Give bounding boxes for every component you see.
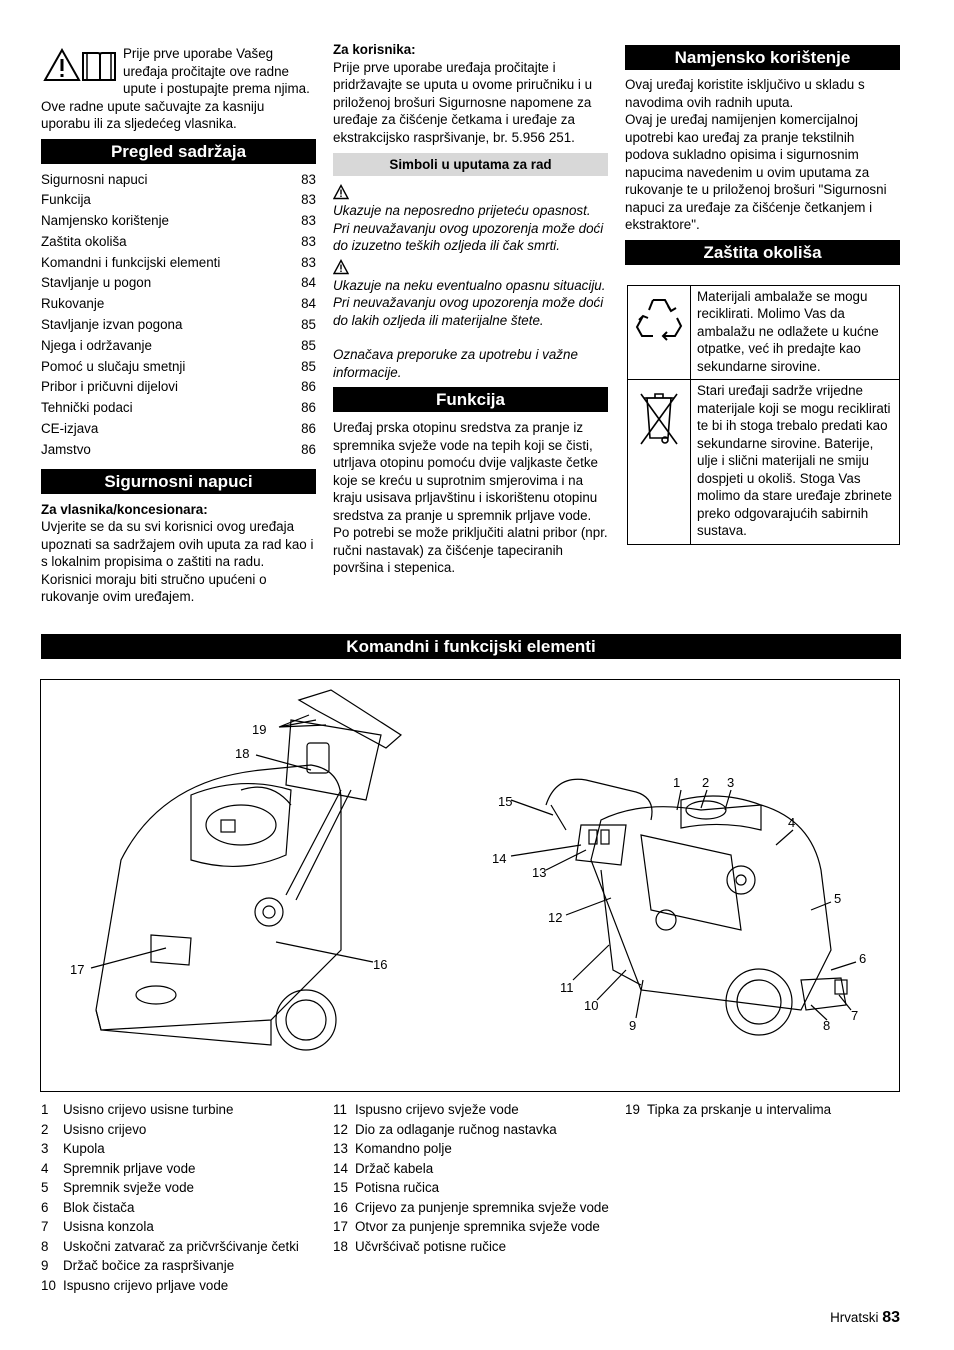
legend-item xyxy=(333,1159,613,1179)
legend-item-number: 18 xyxy=(333,1238,348,1254)
toc-item[interactable] xyxy=(41,315,316,336)
toc-item[interactable] xyxy=(41,294,316,315)
warning-book-icon xyxy=(43,48,117,82)
legend-item xyxy=(333,1237,613,1257)
legend-item-text: Učvršćivač potisne ručice xyxy=(355,1238,507,1254)
table-of-contents xyxy=(41,170,316,461)
callout-5: 5 xyxy=(834,891,842,906)
callout-8: 8 xyxy=(823,1018,831,1033)
machine-diagram xyxy=(40,679,900,1092)
callout-1: 1 xyxy=(673,775,681,790)
legend-column-1 xyxy=(41,1100,321,1295)
intended-use-heading: Namjensko korištenje xyxy=(625,45,900,70)
legend-item-text: Komandno polje xyxy=(355,1141,452,1156)
legend-item-text: Uskočni zatvarač za pričvršćivanje četki xyxy=(63,1238,299,1254)
callout-2: 2 xyxy=(702,775,710,790)
legend-item-text: Usisno crijevo xyxy=(63,1121,147,1137)
toc-heading: Pregled sadržaja xyxy=(41,139,316,164)
legend-item-number: 15 xyxy=(333,1180,348,1195)
legend-item xyxy=(333,1217,613,1237)
safety-heading: Sigurnosni napuci xyxy=(41,469,316,494)
legend-item xyxy=(333,1100,613,1120)
legend-item xyxy=(41,1159,321,1179)
toc-item-label: Jamstvo xyxy=(41,441,91,457)
symbols-heading: Simboli u uputama za rad xyxy=(333,153,608,176)
intro-text: Prije prve uporabe Vašeg uređaja pročitajte ove radne upute i postupajte prema njima. Ove radne upute sačuvajte za kasniju uporabu ili za sljedećeg vlasnika. xyxy=(41,46,310,131)
user-text: Prije prve uporabe uređaja pročitajte i pridržavajte se uputa u ovome priručniku i u priloženoj brošuri Sigurnosne napomene za uređaje za čišćenje četkama i uređaje za ekstrakcijsko raspršivanje, br. 5.956 251. xyxy=(333,59,593,145)
legend-item-number: 1 xyxy=(41,1102,49,1117)
toc-item-label: Stavljanje u pogon xyxy=(41,275,152,291)
legend-item-text: Crijevo za punjenje spremnika svježe vode xyxy=(355,1199,609,1215)
legend-item-number: 12 xyxy=(333,1121,348,1137)
crossed-bin-icon xyxy=(637,386,681,450)
function-text-1: Uređaj prska otopinu sredstva za pranje iz spremnika svježe vode na tepih koji se čisti, utrljava otopinu pomoću dvije valjkaste četke koje se kreću u suprotnim smjerovima i na kraju usisava prljavštinu i iskorištenu otopinu sredstva za pranje u spremnik prljave vode. xyxy=(333,420,598,523)
callout-9: 9 xyxy=(629,1018,637,1033)
warning-icon xyxy=(333,257,349,277)
toc-item-label: Sigurnosni napuci xyxy=(41,171,148,187)
toc-item[interactable] xyxy=(41,273,316,294)
legend-item xyxy=(333,1178,613,1198)
toc-item-label: Rukovanje xyxy=(41,296,105,312)
toc-item[interactable] xyxy=(41,253,316,274)
controls-heading: Komandni i funkcijski elementi xyxy=(41,634,901,659)
legend-item-number: 7 xyxy=(41,1219,49,1234)
toc-item-page: 83 xyxy=(301,233,316,249)
callout-14: 14 xyxy=(492,851,507,866)
warning-text: Ukazuje na neku eventualno opasnu situaciju. Pri neuvažavanju ovog upozorenja može doći do lakih ozljeda ili materijalne štete. xyxy=(333,277,606,328)
legend-column-3 xyxy=(625,1100,900,1120)
column-left xyxy=(41,45,316,606)
legend-item xyxy=(41,1198,321,1218)
legend-item xyxy=(41,1256,321,1276)
toc-item-label: CE-izjava xyxy=(41,421,99,437)
toc-item-page: 85 xyxy=(301,337,316,353)
legend-column-2 xyxy=(333,1100,613,1256)
legend-item-text: Blok čistača xyxy=(63,1199,135,1215)
toc-item-page: 84 xyxy=(301,275,316,291)
legend-item-number: 3 xyxy=(41,1141,49,1156)
note-text: Označava preporuke za upotrebu i važne informacije. xyxy=(333,347,578,380)
toc-item-label: Pomoć u slučaju smetnji xyxy=(41,358,186,374)
legend-item-text: Tipka za prskanje u intervalima xyxy=(647,1102,832,1117)
toc-item-label: Tehnički podaci xyxy=(41,400,133,416)
owner-heading: Za vlasnika/koncesionara: xyxy=(41,501,208,517)
toc-item[interactable] xyxy=(41,336,316,357)
recycling-icon xyxy=(633,292,685,344)
toc-item-page: 83 xyxy=(301,192,316,208)
toc-item-page: 85 xyxy=(301,317,316,333)
legend-item-number: 17 xyxy=(333,1219,348,1234)
legend-item-text: Držač kabela xyxy=(355,1160,434,1176)
callout-11: 11 xyxy=(560,980,574,995)
legend-item-text: Spremnik svježe vode xyxy=(63,1180,194,1195)
packaging-text: Materijali ambalaže se mogu reciklirati. Molimo Vas da ambalažu ne odlažete u kućne otpatke, već ih predajte kao sekundarne sirovine. xyxy=(691,285,900,380)
toc-item-page: 83 xyxy=(301,213,316,229)
legend-item-text: Ispusno crijevo prljave vode xyxy=(63,1277,229,1293)
page-footer xyxy=(830,1309,900,1327)
legend-item xyxy=(41,1276,321,1296)
callout-7: 7 xyxy=(851,1008,859,1023)
toc-item[interactable] xyxy=(41,419,316,440)
toc-item-label: Stavljanje izvan pogona xyxy=(41,317,183,333)
legend-item xyxy=(41,1139,321,1159)
legend-item xyxy=(41,1120,321,1140)
callout-15: 15 xyxy=(498,794,513,809)
legend-item-text: Kupola xyxy=(63,1141,105,1156)
carpet-cleaner-illustration xyxy=(41,680,899,1091)
legend-item-number: 19 xyxy=(625,1102,640,1117)
callout-10: 10 xyxy=(584,998,599,1013)
environment-heading: Zaštita okoliša xyxy=(625,240,900,265)
legend-item xyxy=(625,1100,900,1120)
legend-item-text: Potisna ručica xyxy=(355,1180,440,1195)
legend-item-number: 8 xyxy=(41,1238,49,1254)
function-heading: Funkcija xyxy=(333,387,608,412)
danger-icon xyxy=(333,182,349,202)
danger-text: Ukazuje na neposredno prijeteću opasnost. Pri neuvažavanju ovog upozorenja može doći do izuzetno teških ozljeda ili čak smrti. xyxy=(333,203,604,253)
toc-item-label: Namjensko korištenje xyxy=(41,213,170,229)
page-number: 83 xyxy=(882,1309,900,1326)
legend-item xyxy=(41,1237,321,1257)
toc-item-page: 83 xyxy=(301,171,316,187)
toc-item[interactable] xyxy=(41,170,316,191)
callout-12: 12 xyxy=(548,910,563,925)
legend-item xyxy=(41,1100,321,1120)
legend-item-text: Usisno crijevo usisne turbine xyxy=(63,1102,234,1117)
toc-item-page: 84 xyxy=(301,296,316,312)
legend-item xyxy=(333,1120,613,1140)
legend-item-text: Držač bočice za raspršivanje xyxy=(63,1258,235,1273)
owner-text: Uvjerite se da su svi korisnici ovog uređaja upoznati sa sadržajem ovih uputa za rad kao i s lokalnim propisima o zaštiti na radu. Korisnici moraju biti stručno upućeni o rukovanje ovim uređajem. xyxy=(41,519,314,605)
toc-item-label: Komandni i funkcijski elementi xyxy=(41,254,221,270)
callout-4: 4 xyxy=(788,815,796,830)
legend-item-text: Usisna konzola xyxy=(63,1219,154,1234)
environment-table xyxy=(627,285,900,545)
callout-16: 16 xyxy=(373,957,388,972)
toc-item[interactable] xyxy=(41,398,316,419)
legend-item xyxy=(333,1198,613,1218)
toc-item-page: 83 xyxy=(301,254,316,270)
legend-item-text: Otvor za punjenje spremnika svježe vode xyxy=(355,1219,600,1234)
column-middle xyxy=(333,41,608,577)
toc-item-label: Zaštita okoliša xyxy=(41,233,127,249)
legend-item xyxy=(41,1217,321,1237)
callout-17: 17 xyxy=(70,962,85,977)
toc-item[interactable] xyxy=(41,440,316,461)
toc-item-page: 85 xyxy=(301,358,316,374)
legend-item-number: 13 xyxy=(333,1141,348,1156)
legend-item-number: 5 xyxy=(41,1180,49,1195)
legend-item-text: Spremnik prljave vode xyxy=(63,1160,196,1176)
toc-item[interactable] xyxy=(41,190,316,211)
legend-item-number: 10 xyxy=(41,1277,56,1293)
legend-item xyxy=(41,1178,321,1198)
legend-item-number: 14 xyxy=(333,1160,348,1176)
legend-item-text: Ispusno crijevo svježe vode xyxy=(355,1102,519,1117)
callout-6: 6 xyxy=(859,951,867,966)
legend-item-number: 16 xyxy=(333,1199,348,1215)
footer-language: Hrvatski xyxy=(830,1310,879,1325)
toc-item[interactable] xyxy=(41,357,316,378)
legend-item-number: 9 xyxy=(41,1258,49,1273)
intended-text-2: Ovaj je uređaj namijenjen komercijalnoj upotrebi kao uređaj za pranje tekstilnih podova sukladno opisima i sigurnosnim napucima navedenim u ovim uputama za rukovanje te u priloženoj brošuri "Sigurnosni napuci za uređaje za čišćenje četkanjem i ekstraktore". xyxy=(625,112,887,232)
function-text-2: Po potrebi se može priključiti alatni pribor (npr. ručni nastavak) za čišćenje tapeciranih površina i stepenica. xyxy=(333,525,608,575)
callout-18: 18 xyxy=(235,746,250,761)
old-devices-text: Stari uređaji sadrže vrijedne materijale koji se mogu reciklirati te bi ih stoga trebalo predati kao sekundarne sirovine. Baterije, ulje i slični materijali ne smiju dospjeti u okoliš. Stoga Vas molimo da stare uređaje zbrinete preko odgovarajućih sabirnih sustava. xyxy=(691,380,900,545)
toc-item-page: 86 xyxy=(301,400,316,416)
intended-text-1: Ovaj uređaj koristite isključivo u skladu s navodima ovih radnih uputa. xyxy=(625,77,865,110)
callout-3: 3 xyxy=(727,775,735,790)
legend-item-number: 2 xyxy=(41,1121,49,1137)
user-heading: Za korisnika: xyxy=(333,42,416,57)
toc-item[interactable] xyxy=(41,232,316,253)
toc-item-page: 86 xyxy=(301,441,316,457)
toc-item-label: Funkcija xyxy=(41,192,91,208)
callout-19: 19 xyxy=(252,722,267,737)
intro-block xyxy=(41,45,316,133)
column-right xyxy=(625,45,900,545)
toc-item-label: Njega i održavanje xyxy=(41,337,152,353)
toc-item[interactable] xyxy=(41,377,316,398)
callout-13: 13 xyxy=(532,865,547,880)
legend-item-number: 4 xyxy=(41,1160,49,1176)
legend-item-number: 6 xyxy=(41,1199,49,1215)
legend-item-number: 11 xyxy=(333,1102,347,1117)
toc-item-page: 86 xyxy=(301,379,316,395)
legend-item-text: Dio za odlaganje ručnog nastavka xyxy=(355,1121,557,1137)
toc-item-page: 86 xyxy=(301,421,316,437)
toc-item[interactable] xyxy=(41,211,316,232)
legend-item xyxy=(333,1139,613,1159)
toc-item-label: Pribor i pričuvni dijelovi xyxy=(41,379,178,395)
